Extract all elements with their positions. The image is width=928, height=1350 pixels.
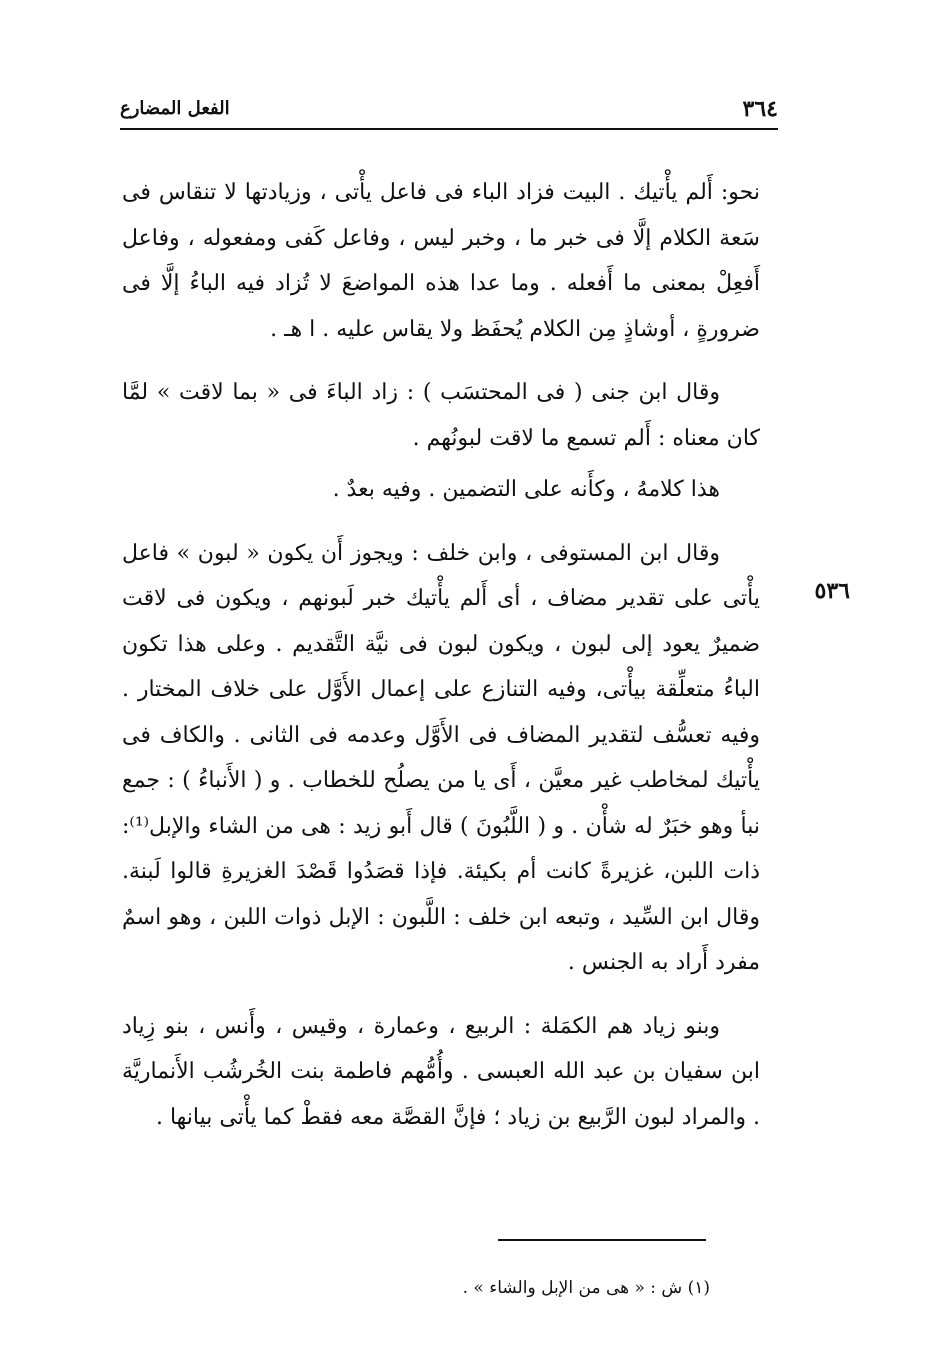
paragraph-1: نحو: أَلم يأْتيك . البيت فزاد الباء فى فاعل يأْتى ، وزيادتها لا تنقاس فى سَعة الكلام إلَّا فى خبر ما ، وخبر ليس ، وفاعل كَفى ومفعوله ، وفاعل أَفعِلْ بمعنى ما أَفعله . وما عدا هذه المواضعَ لا تُزاد فيه الباءُ إلَّا فى ضرورةٍ ، أوشاذٍ مِن الكلام يُحفَظ ولا يقاس عليه . ا هـ . xyxy=(122,180,760,342)
page-header xyxy=(120,96,778,126)
header-rule xyxy=(120,128,778,130)
paragraph-4: وقال ابن المستوفى ، وابن خلف : ويجوز أَن يكون « لبون » فاعل يأْتى على تقدير مضاف ، أى أَلم يأْتيك خبر لَبونهم ، ويكون فى لاقت ضميرٌ يعود إلى لبون ، ويكون لبون فى نيَّة التَّقديم . وعلى هذا تكون الباءُ متعلِّقة بيأْتى، وفيه التنازع على إعمال الأَوَّل على خلاف المختار . وفيه تعسُّف لتقدير المضاف فى الأَوَّل وعدمه فى الثانى . والكاف فى يأْتيك لمخاطب غير معيَّن ، أَى يا من يصلُح للخطاب . و ( الأَنباءُ ) : جمع نبأ وهو خبَرٌ له شأْن . و ( اللَّبُونَ ) قال أَبو زيد : هى من الشاء والإبل⁽¹⁾: ذات اللبن، غزيرةً كانت أم بكيئة. فإذا قصَدُوا قَصْدَ الغزيرةِ قالوا لَبنة. وقال ابن السِّيد ، وتبعه ابن خلف : اللَّبون : الإبل ذوات اللبن ، وهو اسمٌ مفرد أَراد به الجنس . xyxy=(122,540,761,975)
page-number: ٣٦٤ xyxy=(742,96,778,122)
footnote-rule xyxy=(498,1239,706,1241)
paragraph-5: وبنو زياد هم الكمَلة : الربيع ، وعمارة ، وقيس ، وأَنس ، بنو زِياد ابن سفيان بن عبد الله العبسى . وأُمُّهم فاطمة بنت الخُرشُب الأَنماريَّة . والمراد لبون الرَّبيع بن زياد ؛ فإنَّ القصَّة معه فقطْ كما يأْتى بيانها . xyxy=(122,1013,760,1130)
footnote: (١) ش : « هى من الإبل والشاء » . xyxy=(462,1278,710,1298)
paragraph-3: هذا كلامهُ ، وكأَنه على التضمين . وفيه بعدٌ . xyxy=(332,477,720,502)
margin-reference-number: ٥٣٦ xyxy=(814,578,850,604)
paragraph-2: وقال ابن جنى ( فى المحتسَب ) : زاد الباءَ فى « بما لاقت » لمَّا كان معناه : أَلم تسمع ما لاقت لبونُهم . xyxy=(122,380,760,451)
running-title: الفعل المضارع xyxy=(120,98,230,119)
body-text xyxy=(122,170,760,1140)
